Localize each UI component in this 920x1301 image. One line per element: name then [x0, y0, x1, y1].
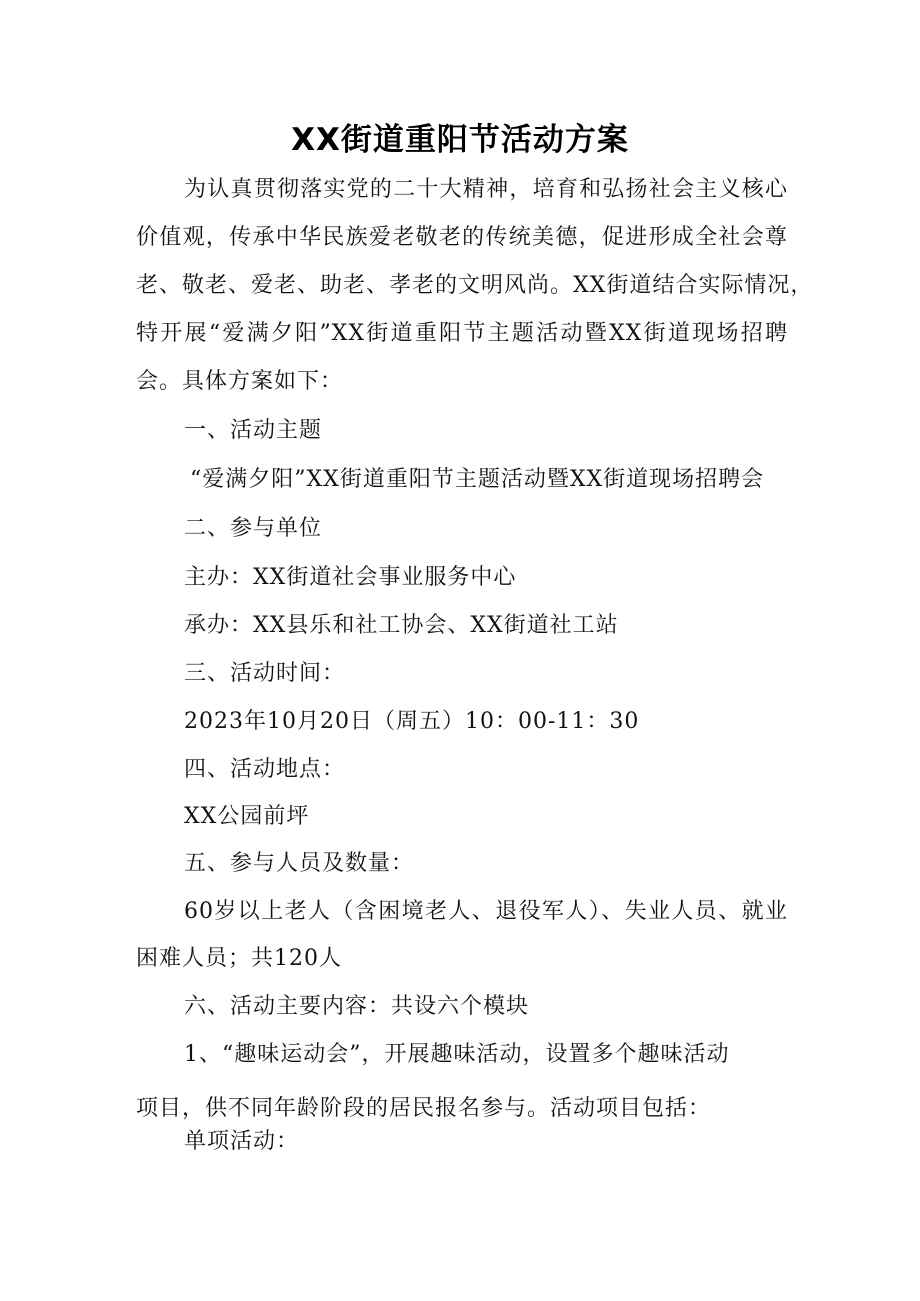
section-5-heading: 五、参与人员及数量： [184, 851, 415, 876]
section-6-heading: 六、活动主要内容：共设六个模块 [184, 994, 530, 1019]
intro-line-4: 特开展“爱满夕阳”XX街道重阳节主题活动暨XX街道现场招聘 [136, 321, 788, 346]
item-1-line-2: 项目，供不同年龄阶段的居民报名参与。活动项目包括： [136, 1096, 712, 1121]
document-title: XX街道重阳节活动方案 [291, 122, 629, 158]
host-unit: 主办：XX街道社会事业服务中心 [184, 565, 517, 590]
section-1-content: “爱满夕阳”XX街道重阳节主题活动暨XX街道现场招聘会 [190, 467, 765, 492]
intro-line-3: 老、敬老、爱老、助老、孝老的文明风尚。XX街道结合实际情况， [136, 273, 814, 298]
intro-line-1: 为认真贯彻落实党的二十大精神，培育和弘扬社会主义核心 [184, 177, 788, 202]
section-4-content: XX公园前坪 [184, 804, 310, 829]
section-5-line-2: 困难人员；共120人 [136, 946, 342, 971]
section-1-heading: 一、活动主题 [184, 418, 323, 443]
section-3-content: 2023年10月20日（周五）10：00-11：30 [184, 709, 640, 734]
organizer-unit: 承办：XX县乐和社工协会、XX街道社工站 [184, 613, 619, 638]
section-5-line-1: 60岁以上老人（含困境老人、退役军人）、失业人员、就业 [184, 899, 788, 924]
intro-line-5: 会。具体方案如下： [136, 369, 344, 394]
section-4-heading: 四、活动地点： [184, 757, 346, 782]
intro-line-2: 价值观，传承中华民族爱老敬老的传统美德，促进形成全社会尊 [136, 225, 788, 250]
section-3-heading: 三、活动时间： [184, 661, 346, 686]
single-events-label: 单项活动： [184, 1129, 300, 1154]
section-2-heading: 二、参与单位 [184, 516, 323, 541]
item-1-line-1: 1、“趣味运动会”，开展趣味活动，设置多个趣味活动 [184, 1042, 730, 1067]
